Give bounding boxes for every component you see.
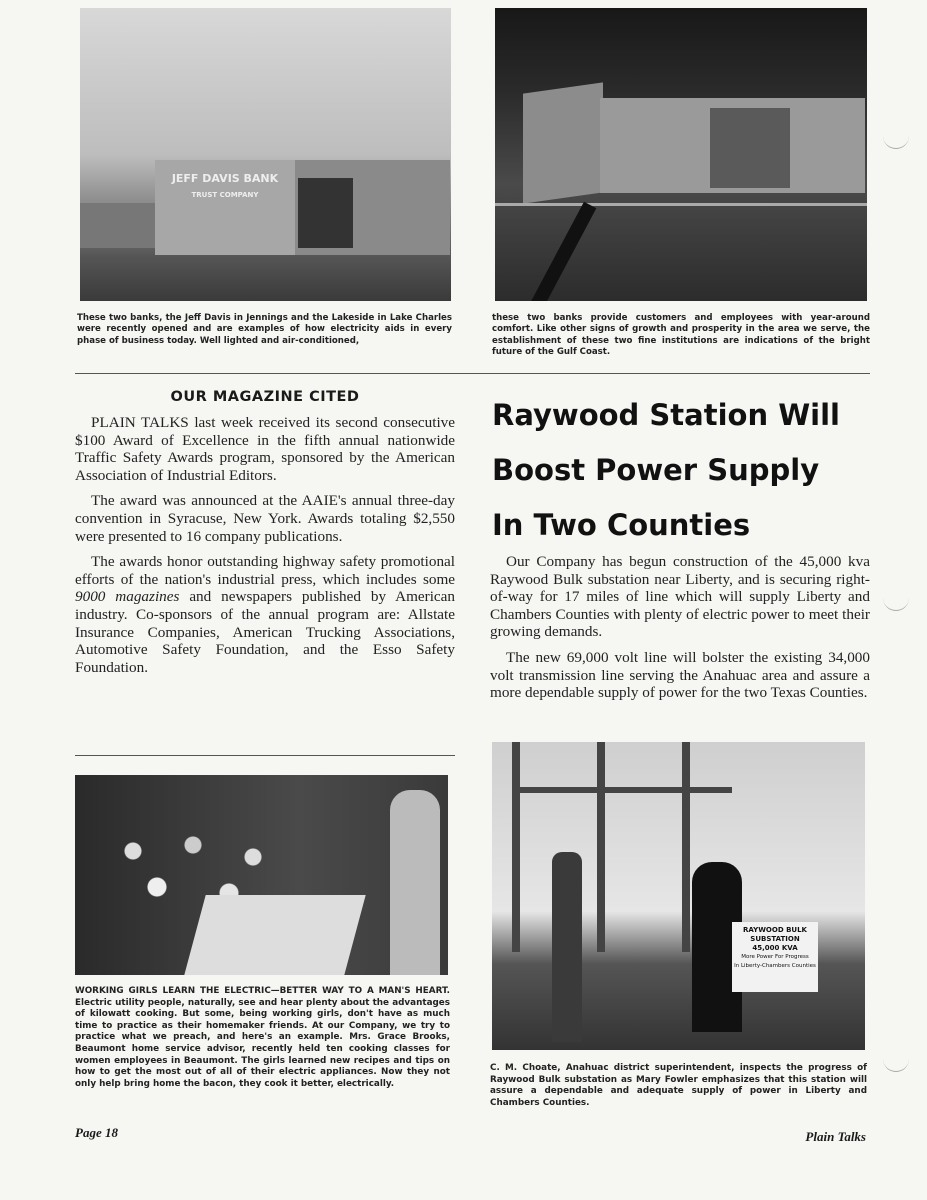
sign-line: SUBSTATION: [750, 935, 800, 943]
article-title: [492, 388, 872, 553]
binder-hole: [883, 1058, 909, 1072]
substation-sign: [732, 922, 818, 992]
binder-hole: [883, 135, 909, 149]
paragraph: [75, 553, 455, 676]
divider: [75, 373, 870, 374]
paragraph: PLAIN TALKS last week received its second consecutive $100 Award of Excellence in the fifth annual nationwide Traffic Safety Awards program, sponsored by the American Association of Industrial Editors.: [75, 414, 455, 484]
text: and newspapers published by American industry. Co-sponsors of the annual program are: Allstate Insurance Companies, American Trucking Associations, Automotive Safety Foundation, and the Esso Safety Foundation.: [75, 588, 455, 676]
jeff-davis-bank-photo: [80, 8, 451, 301]
bank-sign-name: JEFF DAVIS BANK: [171, 172, 279, 185]
page-number: Page 18: [75, 1125, 118, 1140]
text: The awards honor outstanding highway safety promotional efforts of the nation's industrial press, which includes some: [75, 553, 455, 588]
title-line: Raywood Station Will: [492, 398, 840, 432]
publication-name: Plain Talks: [805, 1129, 866, 1144]
cooking-class-photo: [75, 775, 448, 975]
binder-hole: [883, 597, 909, 611]
caption-text: Electric utility people, naturally, see and hear plenty about the advantages of kilowatt cooking. But some, being working girls, don't have as much time to practice as their homemaker friends. At our Company, we try to practice what we preach, and here's an example. Mrs. Grace Brooks, Beaumont home service advisor, recently held ten cooking classes for women employees in Beaumont. The girls learned new recipes and tips on how to get the most out of all of their electric appliances. Now they not only help bring home the bacon, they cook it better, electrically.: [75, 997, 450, 1089]
article-heading: OUR MAGAZINE CITED: [170, 389, 360, 405]
sign-line: More Power For Progress: [741, 954, 809, 960]
bank-sign-sub: TRUST COMPANY: [191, 191, 259, 199]
sign-line: In Liberty-Chambers Counties: [734, 963, 816, 969]
magazine-article-body: [75, 414, 455, 684]
sign-line: 45,000 KVA: [752, 944, 798, 952]
paragraph: The award was announced at the AAIE's annual three-day convention in Syracuse, New York. Awards totaling $2,550 were presented to 16 company publications.: [75, 492, 455, 545]
cooking-caption: [75, 986, 450, 1090]
bank-caption-left: These two banks, the Jeff Davis in Jennings and the Lakeside in Lake Charles were recently opened and are examples of how electricity aids in every phase of business today. Well lighted and air-conditioned,: [77, 313, 452, 346]
bank-caption-right: these two banks provide customers and employees with year-around comfort. Like other signs of growth and prosperity in the area we serve, the establishment of these two fine institutions are indications of the bright future of the Gulf Coast.: [492, 313, 870, 357]
raywood-article-body: [490, 553, 870, 710]
divider: [75, 755, 455, 756]
caption-lead: WORKING GIRLS LEARN THE ELECTRIC—BETTER WAY TO A MAN'S HEART.: [75, 986, 450, 996]
lakeside-bank-photo: [495, 8, 867, 301]
paragraph: The new 69,000 volt line will bolster the existing 34,000 volt transmission line serving the Anahuac area and assure a more dependable supply of power for the two Texas Counties.: [490, 648, 870, 702]
title-line: In Two Counties: [492, 508, 751, 542]
paragraph: Our Company has begun construction of the 45,000 kva Raywood Bulk substation near Liberty, and is securing right-of-way for 17 miles of line which will supply Liberty and Chambers Counties with plenty of electric power to meet their growing demands.: [490, 553, 870, 641]
substation-photo: [492, 742, 865, 1050]
title-line: Boost Power Supply: [492, 453, 820, 487]
italic-text: 9000 magazines: [75, 588, 180, 606]
substation-caption: C. M. Choate, Anahuac district superintendent, inspects the progress of Raywood Bulk substation as Mary Fowler emphasizes that this station will assure a dependable and adequate supply of power in Liberty and Chambers Counties.: [490, 1063, 867, 1108]
sign-line: RAYWOOD BULK: [743, 926, 807, 934]
